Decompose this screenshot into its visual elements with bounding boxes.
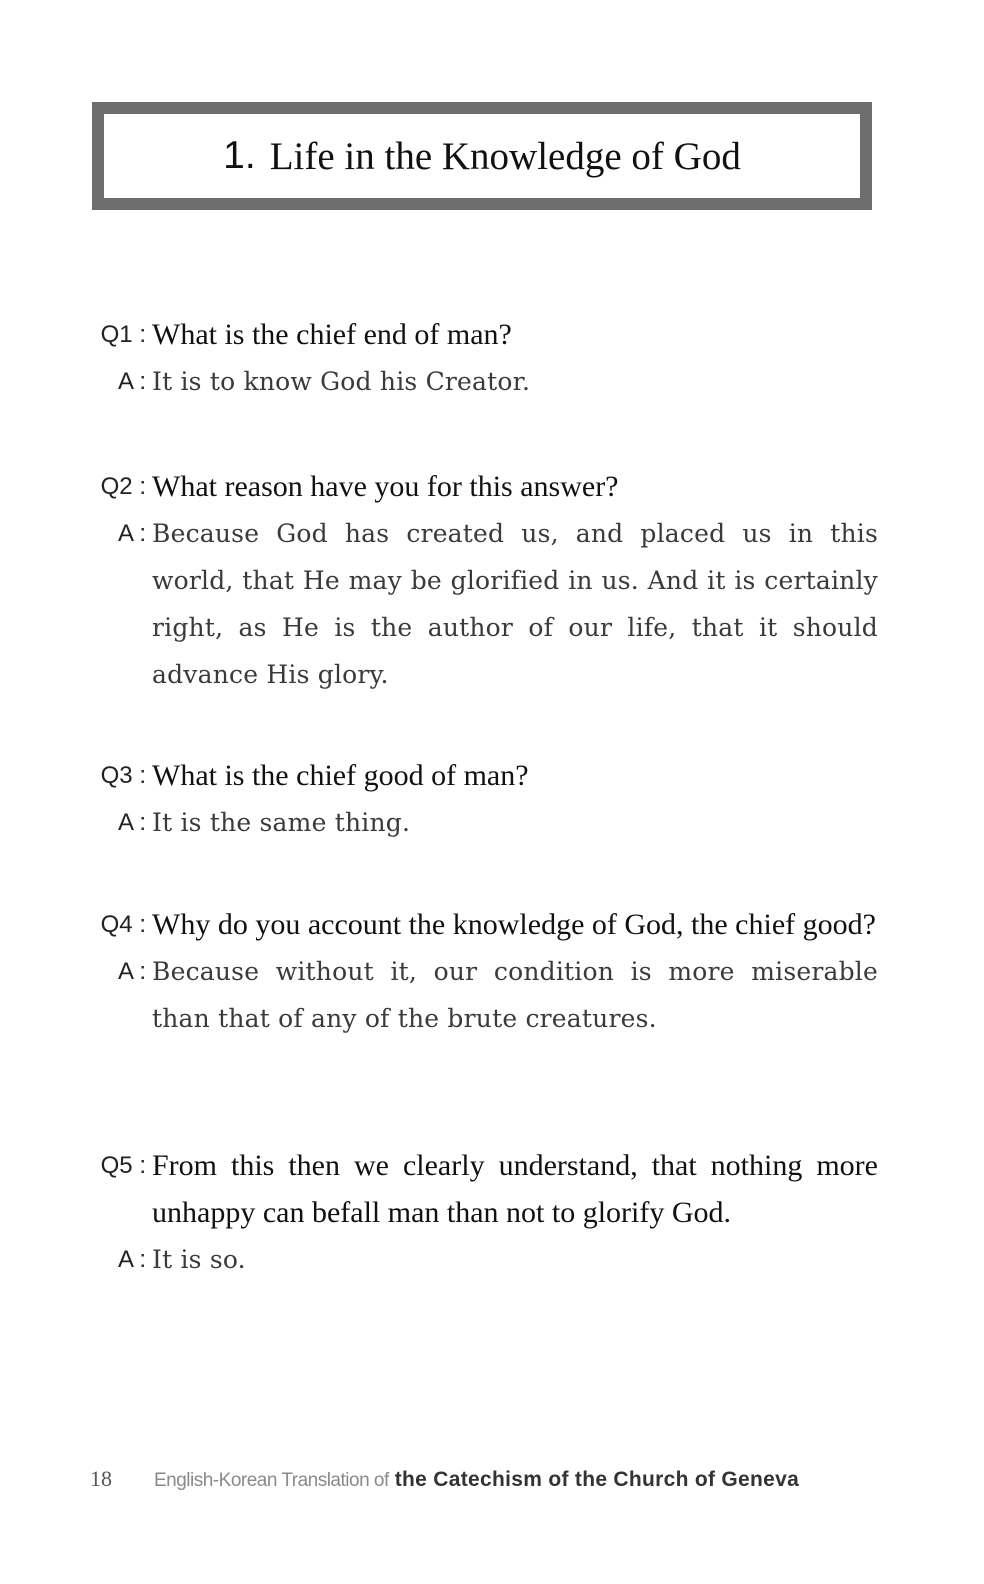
qa-item-1 [88, 311, 878, 405]
page-footer [90, 1466, 880, 1492]
answer-label: A : [117, 809, 146, 836]
question-label: Q5 : [100, 1152, 146, 1179]
question-label: Q1 : [100, 321, 146, 348]
qa-item-4 [88, 901, 878, 1042]
chapter-title [104, 114, 860, 198]
chapter-title-text: Life in the Knowledge of God [269, 134, 741, 178]
footer-prefix: English-Korean Translation of [154, 1470, 389, 1491]
answer-row [88, 358, 878, 405]
question-row [88, 901, 878, 948]
page-number: 18 [90, 1466, 112, 1491]
question-text: From this then we clearly understand, that nothing more unhappy can befall man than not to glorify God. [152, 1149, 878, 1229]
answer-row [88, 799, 878, 846]
question-row [88, 311, 878, 358]
question-row [88, 463, 878, 510]
answer-text: Because without it, our condition is more miserable than that of any of the brute creatures. [152, 957, 878, 1033]
question-row [88, 752, 878, 799]
answer-row [88, 948, 878, 1042]
chapter-number: 1. [223, 134, 256, 177]
qa-item-2 [88, 463, 878, 698]
question-text: What reason have you for this answer? [152, 470, 619, 503]
question-text: What is the chief good of man? [152, 759, 529, 792]
answer-text: It is to know God his Creator. [152, 367, 531, 396]
question-text: Why do you account the knowledge of God, the chief good? [152, 908, 876, 941]
answer-text: It is so. [152, 1245, 246, 1274]
answer-text: It is the same thing. [152, 808, 411, 837]
chapter-title-box [92, 102, 872, 210]
answer-label: A : [117, 958, 146, 985]
answer-label: A : [117, 368, 146, 395]
answer-label: A : [117, 1246, 146, 1273]
question-label: Q2 : [100, 473, 146, 500]
question-text: What is the chief end of man? [152, 318, 512, 351]
qa-item-3 [88, 752, 878, 846]
qa-item-5 [88, 1142, 878, 1283]
footer-book-title: the Catechism of the Church of Geneva [394, 1468, 800, 1491]
question-label: Q3 : [100, 762, 146, 789]
answer-row [88, 1236, 878, 1283]
answer-label: A : [117, 520, 146, 547]
answer-text: Because God has created us, and placed us in this world, that He may be glorified in us. And it is certainly right, as He is the author of our life, that it should advance His glory. [152, 519, 878, 689]
question-label: Q4 : [100, 911, 146, 938]
question-row [88, 1142, 878, 1236]
answer-row [88, 510, 878, 698]
